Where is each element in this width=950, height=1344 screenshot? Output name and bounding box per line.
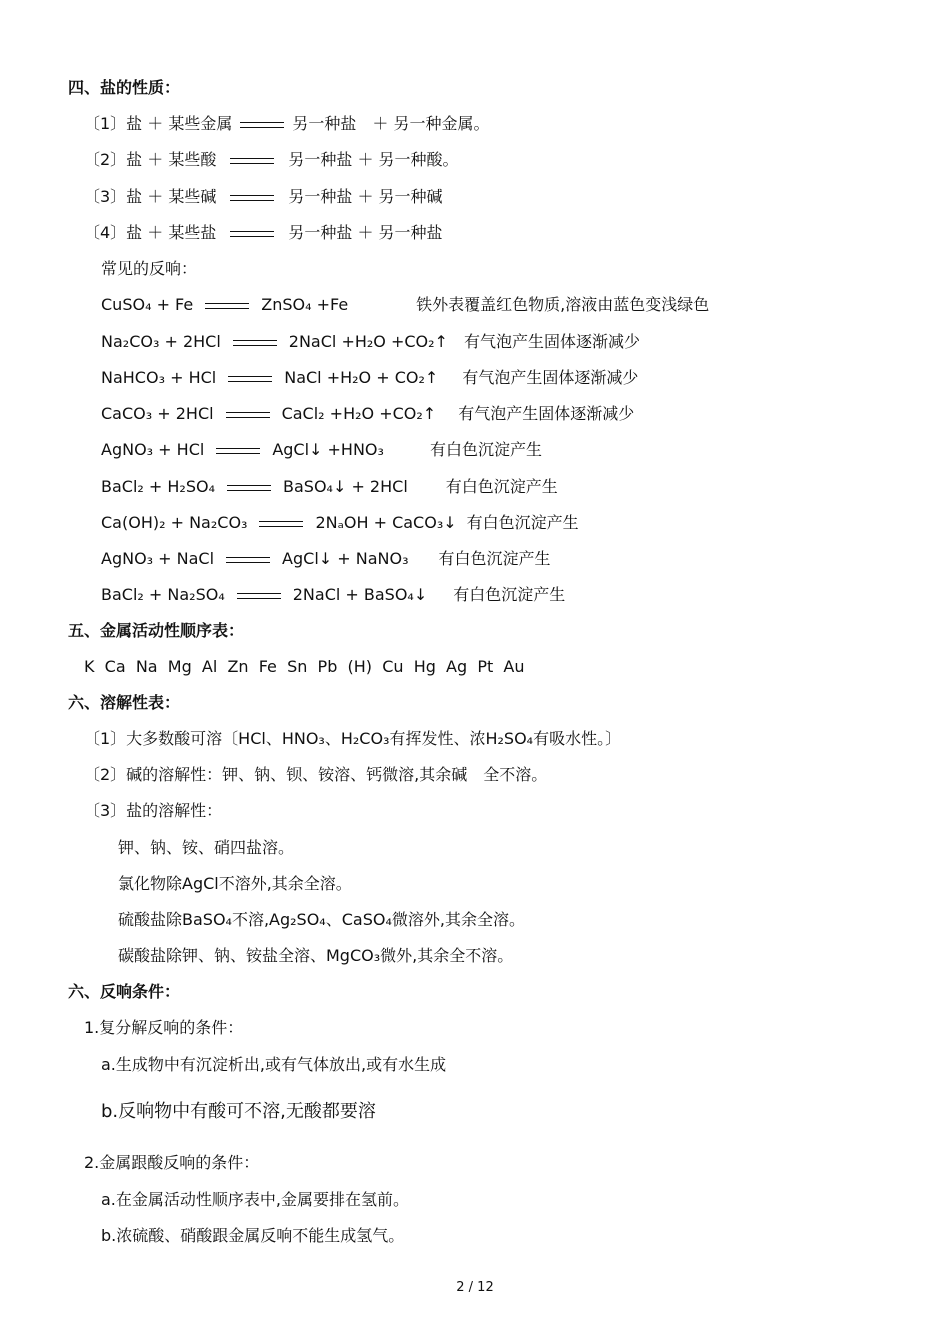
equals-sign [216,448,260,454]
salt-property-2: 〔2〕盐 ＋ 某些酸 另一种盐 ＋ 另一种酸。 [84,150,459,169]
condition-item: a.生成物中有沉淀析出,或有气体放出,或有水生成 [101,1055,447,1074]
condition-heading-2: 2.金属跟酸反响的条件： [84,1153,260,1172]
condition-heading-1: 1.复分解反响的条件： [84,1018,244,1037]
equals-sign [228,376,272,382]
reaction-row: Ca(OH)₂ + Na₂CO₃ 2NₐOH + CaCO₃↓ 有白色沉淀产生 [101,513,579,532]
condition-item: b.反响物中有酸可不溶,无酸都要溶 [101,1101,376,1122]
section-title-salt-properties: 四、盐的性质： [68,78,181,97]
equals-sign [230,231,274,237]
reaction-row: BaCl₂ + Na₂SO₄ 2NaCl + BaSO₄↓ 有白色沉淀产生 [101,585,566,604]
salt-solubility-rule: 硫酸盐除BaSO₄不溶,Ag₂SO₄、CaSO₄微溶外,其余全溶。 [118,910,525,929]
equals-sign [233,340,277,346]
reaction-row: CuSO₄ + Fe ZnSO₄ +Fe 铁外表覆盖红色物质,溶液由蓝色变浅绿色 [101,295,710,314]
salt-property-1: 〔1〕盐 ＋ 某些金属 另一种盐 ＋ 另一种金属。 [84,114,490,133]
section-title-solubility: 六、溶解性表： [68,693,181,712]
reaction-row: BaCl₂ + H₂SO₄ BaSO₄↓ + 2HCl 有白色沉淀产生 [101,477,558,496]
reaction-row: CaCO₃ + 2HCl CaCl₂ +H₂O +CO₂↑ 有气泡产生固体逐渐减少 [101,404,635,423]
condition-item: b.浓硫酸、硝酸跟金属反响不能生成氢气。 [101,1226,405,1245]
equals-sign [226,412,270,418]
reaction-row: AgNO₃ + NaCl AgCl↓ + NaNO₃ 有白色沉淀产生 [101,549,551,568]
salt-solubility-rule: 钾、钠、铵、硝四盐溶。 [118,838,295,857]
condition-item: a.在金属活动性顺序表中,金属要排在氢前。 [101,1190,409,1209]
equals-sign [227,485,271,491]
salt-solubility-rule: 碳酸盐除钾、钠、铵盐全溶、MgCO₃微外,其余全不溶。 [118,946,514,965]
equals-sign [240,122,284,128]
section-title-activity-series: 五、金属活动性顺序表： [68,621,245,640]
equals-sign [230,195,274,201]
reaction-row: Na₂CO₃ + 2HCl 2NaCl +H₂O +CO₂↑ 有气泡产生固体逐渐减少 [101,332,640,351]
equals-sign [237,593,281,599]
common-reactions-label: 常见的反响： [101,259,198,278]
solubility-item-3: 〔3〕盐的溶解性： [84,801,223,820]
equals-sign [230,158,274,164]
solubility-item-1: 〔1〕大多数酸可溶〔HCl、HNO₃、H₂CO₃有挥发性、浓H₂SO₄有吸水性。〕 [84,729,622,748]
salt-property-4: 〔4〕盐 ＋ 某些盐 另一种盐 ＋ 另一种盐 [84,223,443,242]
solubility-item-2: 〔2〕碱的溶解性：钾、钠、钡、铵溶、钙微溶,其余碱 全不溶。 [84,765,548,784]
page-number: 2 / 12 [456,1280,494,1295]
reaction-row: NaHCO₃ + HCl NaCl +H₂O + CO₂↑ 有气泡产生固体逐渐减少 [101,368,639,387]
equals-sign [259,521,303,527]
section-title-reaction-conditions: 六、反响条件： [68,982,181,1001]
reaction-row: AgNO₃ + HCl AgCl↓ +HNO₃ 有白色沉淀产生 [101,440,542,459]
salt-solubility-rule: 氯化物除AgCl不溶外,其余全溶。 [118,874,352,893]
salt-property-3: 〔3〕盐 ＋ 某些碱 另一种盐 ＋ 另一种碱 [84,187,443,206]
equals-sign [226,557,270,563]
metal-activity-series: K Ca Na Mg Al Zn Fe Sn Pb (H) Cu Hg Ag Pt Au [84,657,525,676]
equals-sign [205,303,249,309]
